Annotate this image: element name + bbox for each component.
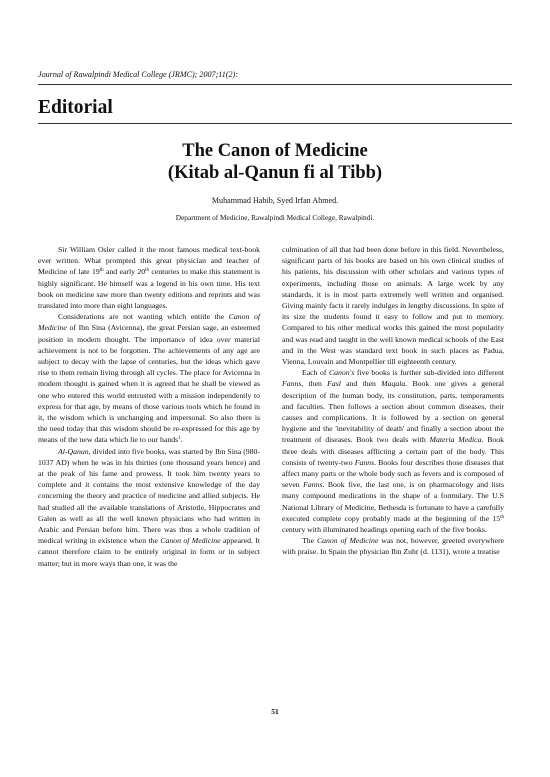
right-column <box>282 244 504 558</box>
paragraph: Al-Qanun, divided into five books, was started by Ibn Sina (980-1037 AD) when he was in his thirties (one thousand years hence) and at the peak of his fame and prowess. It took him twenty years to complete and it contains the most extensive knowledge of the day concerning the theory and practice of medicine and allied subjects. He had studied all the available translations of Aristotle, Hippocrates and Galen as well as all the well known physicians who had written in Arabic and Persian before him. There was thus a whole tradition of medical writing in existence when the Canon of Medicine appeared. It cannot therefore claim to be entirely original in form or in subject matter; but in more ways than one, it was the <box>38 446 261 568</box>
paragraph: Each of Canon's five books is further sub-divided into different Fanns, then Fasl and then Maqala. Book one gives a general description of the human body, its constitution, parts, temperaments and faculties. Then follows a section about common diseases, their causes and complications. It is followed by a section on general hygiene and the 'inevitability of death' and finally a section about the treatment of diseases. Book two deals with Materia Medica. Book three deals with diseases afflicting a certain part of the body. This consists of twenty-two Fanns. Books four describes those diseases that affect many parts or the whole body such as fevers and is composed of seven Fanns. Book five, the last one, is on pharmacology and lists many compound medications in the shape of a formulary. The U.S National Library of Medicine, Bethesda is fortunate to have a carefully executed complete copy probably made at the beginning of the 15th century with illuminated headings opening each of the five books. <box>282 368 504 535</box>
page-number: 51 <box>271 707 279 716</box>
article-title-block <box>38 140 512 184</box>
paragraph: culmination of all that had been done before in this field. Nevertheless, significant parts of his books are based on his own clinical studies of his patients, his discussion with other scholars and various types of experiments, including those on animals. A large work by any standards, it is in most parts extremely well written and organised. Giving mainly facts it rarely indulges in lengthy discussions. In spite of its size the students found it easy to follow and put to memory. Compared to his other medical works this gained the most popularity and was read and taught in the well known medical schools of the East and in the West was standard text book in such places as Padua, Vienna, Louvain and Montpellier till eighteenth century. <box>282 245 504 367</box>
section-rule <box>38 123 512 124</box>
journal-citation: Journal of Rawalpindi Medical College (JRMC); 2007;11(2): <box>38 70 238 79</box>
paragraph: Considerations are not wanting which entitle the Canon of Medicine of Ibn Sina (Avicenna), the great Persian sage, an esteemed position in modern thought. The importance of idea over material achievement is not to be forgotten. The achievements of any age are subject to decay with the lapse of centuries, but the ideas which gave rise to them remain living through all cycles. The place for Avicenna in modern thought is gained when it is agreed that he shall be viewed as one who entered this world entrusted with a mission independently to express for that age, by means of those various tools which he found in it, the wisdom which is unchanging and impersonal. So also there is the need today that this wisdom should be re-expressed for this age by means of the new data which lie to our hands$^1$. <box>38 312 261 445</box>
paragraph: The Canon of Medicine was not, however, greeted everywhere with praise. In Spain the physician Ibn Zuhr (d. 1131), wrote a treatise <box>282 536 504 557</box>
author-affiliation: Department of Medicine, Rawalpindi Medical College, Rawalpindi. <box>175 213 375 222</box>
header-rule <box>38 84 512 85</box>
article-subtitle: (Kitab al-Qanun fi al Tibb) <box>167 163 383 183</box>
paragraph: Sir William Osler called it the most famous medical text-book ever written. What prompted this great physician and teacher of Medicine of late 19th and early 20th centuries to make this statement is highly significant. He himself was a legend in his own time. His text book on medicine saw more than twenty editions and reprints and was translated into more than eight languages. <box>38 245 260 311</box>
left-column <box>38 244 260 569</box>
article-title: The Canon of Medicine <box>182 141 368 161</box>
reference-marker: 1 <box>178 436 181 442</box>
section-heading: Editorial <box>38 97 113 118</box>
article-authors: Muhammad Habib, Syed Irfan Ahmed. <box>211 196 339 205</box>
